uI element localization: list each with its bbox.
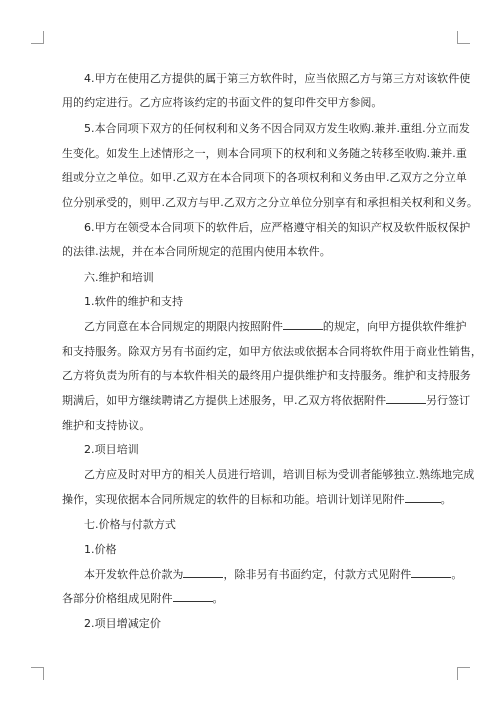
subsection-heading: 1.软件的维护和支持 <box>84 295 183 308</box>
paragraph-line: 组或分立之单位。如甲.乙双方在本合同项下的各项权利和义务由甲.乙双方之分立单 <box>62 171 467 184</box>
paragraph-line: 6.甲方在领受本合同项下的软件后，应严格遵守相关的知识产权及软件版权保护 <box>84 221 471 234</box>
paragraph-line: 用的约定进行。乙方应将该约定的书面文件的复印件交甲方参阅。 <box>62 96 383 109</box>
crop-mark-top-right <box>457 31 470 44</box>
fill-in-blank <box>173 592 213 602</box>
fill-in-blank <box>183 568 223 578</box>
fill-in-blank <box>411 568 451 578</box>
paragraph-line: 维护和支持协议。 <box>62 419 151 432</box>
text-segment: 。 <box>451 568 463 581</box>
section-heading: 七.价格与付款方式 <box>84 518 176 531</box>
text-segment: ，除非另有书面约定，付款方式见附件 <box>223 568 412 581</box>
paragraph-line <box>62 394 470 408</box>
paragraph-line <box>62 592 224 606</box>
crop-mark-bottom-right <box>457 667 470 680</box>
text-segment: 本开发软件总价款为 <box>84 568 184 581</box>
subsection-heading: 1.价格 <box>84 543 117 556</box>
fill-in-blank <box>283 320 323 330</box>
paragraph-line: 4.甲方在使用乙方提供的属于第三方软件时，应当依照乙方与第三方对该软件使 <box>84 72 471 85</box>
paragraph-line: 的法律.法规，并在本合同所规定的范围内使用本软件。 <box>62 245 331 258</box>
subsection-heading: 2.项目培训 <box>84 443 139 456</box>
text-segment: 。 <box>212 592 224 605</box>
crop-mark-top-left <box>31 31 44 44</box>
paragraph-line <box>84 568 462 582</box>
crop-mark-bottom-left <box>31 667 44 680</box>
paragraph-line: 位分别承受的，则甲.乙双方与甲.乙双方之分立单位分别享有和承担相关权利和义务。 <box>62 196 478 209</box>
text-segment: 各部分价格组成见附件 <box>62 592 173 605</box>
fill-in-blank <box>405 493 441 503</box>
text-segment: 期满后，如甲方继续聘请乙方提供上述服务，甲.乙双方将依据附件 <box>62 394 386 407</box>
text-segment: 的规定，向甲方提供软件维护 <box>322 320 467 333</box>
text-segment: 另行签订 <box>426 394 471 407</box>
section-heading: 六.维护和培训 <box>84 271 154 284</box>
text-segment: 。 <box>440 493 452 506</box>
subsection-heading: 2.项目增减定价 <box>84 617 161 630</box>
paragraph-line: 和支持服务。除双方另有书面约定，如甲方依法或依据本合同将软件用于商业性销售， <box>62 345 482 358</box>
paragraph-line: 乙方将负责为所有的与本软件相关的最终用户提供维护和支持服务。维护和支持服务 <box>62 369 471 382</box>
text-segment: 乙方同意在本合同规定的期限内按照附件 <box>84 320 283 333</box>
paragraph-line <box>84 320 467 334</box>
paragraph-line <box>62 493 452 507</box>
fill-in-blank <box>386 394 426 404</box>
paragraph-line: 5.本合同项下双方的任何权利和义务不因合同双方发生收购.兼并.重组.分立而发 <box>84 122 470 135</box>
paragraph-line: 乙方应及时对甲方的相关人员进行培训，培训目标为受训者能够独立.熟练地完成 <box>84 468 475 481</box>
text-segment: 操作，实现依据本合同所规定的软件的目标和功能。培训计划详见附件 <box>62 493 405 506</box>
paragraph-line: 生变化。如发生上述情形之一，则本合同项下的权利和义务随之转移至收购.兼并.重 <box>62 147 467 160</box>
